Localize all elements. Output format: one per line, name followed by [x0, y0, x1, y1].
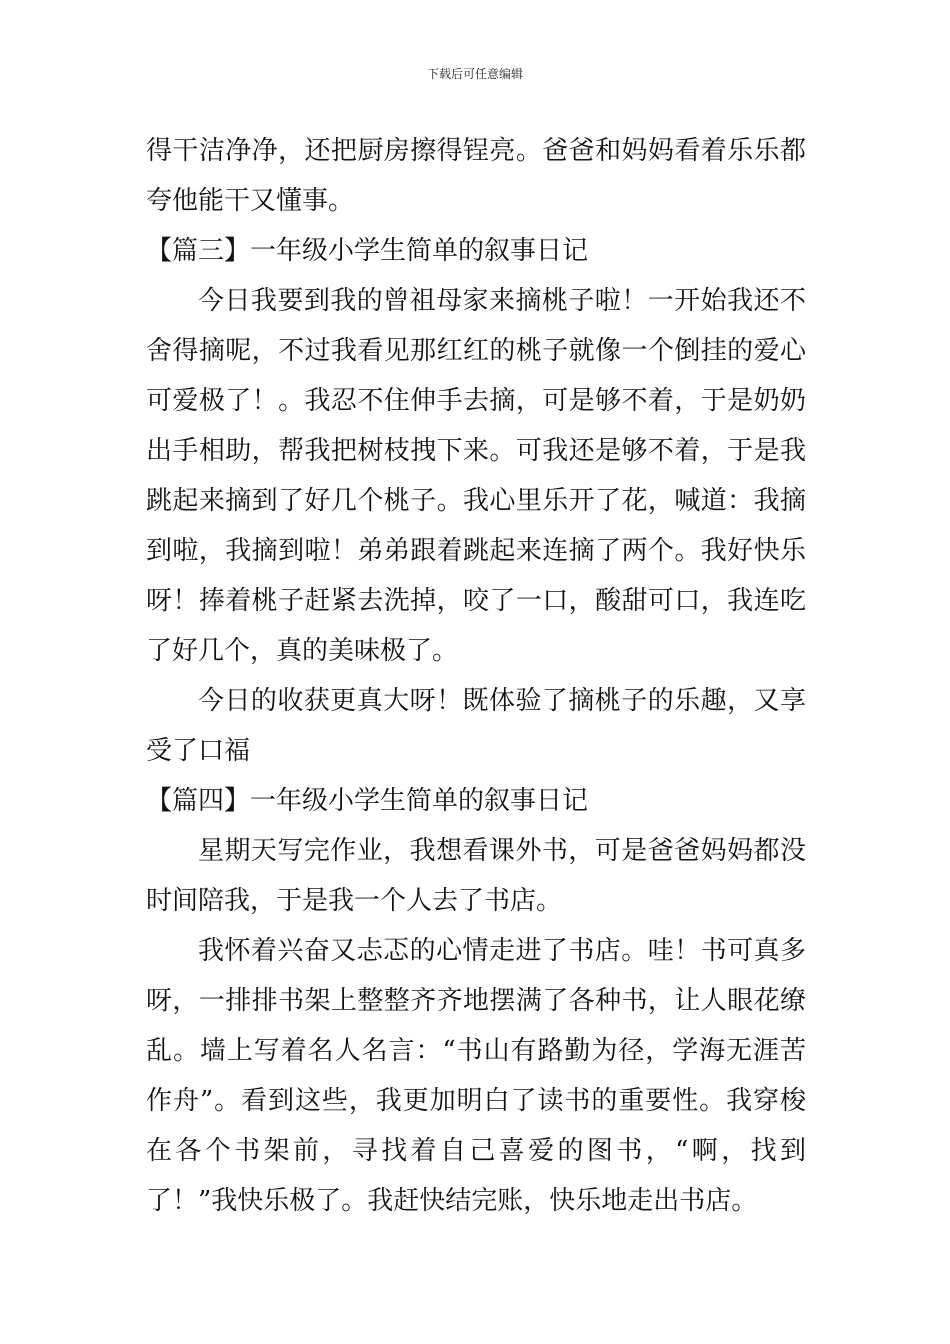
document-body [146, 126, 806, 1226]
section-heading-4: 【篇四】一年级小学生简单的叙事日记 [146, 786, 589, 816]
section-heading-3: 【篇三】一年级小学生简单的叙事日记 [146, 236, 589, 266]
paragraph-bookstore: 我怀着兴奋又忐忑的心情走进了书店。哇！书可真多呀，一排排书架上整整齐齐地摆满了各种书，让人眼花缭乱。墙上写着名人名言：“书山有路勤为径，学海无涯苦作舟”。看到这些，我更加明白了读书的重要性。我穿梭在各个书架前，寻找着自己喜爱的图书，“啊，找到了！”我快乐极了。我赶快结完账，快乐地走出书店。 [146, 936, 806, 1216]
paragraph-sunday: 星期天写完作业，我想看课外书，可是爸爸妈妈都没时间陪我，于是我一个人去了书店。 [146, 836, 806, 916]
paragraph-continuation: 得干洁净净，还把厨房擦得锃亮。爸爸和妈妈看着乐乐都夸他能干又懂事。 [146, 136, 806, 216]
paragraph-harvest: 今日的收获更真大呀！既体验了摘桃子的乐趣，又享受了口福 [146, 686, 806, 766]
paragraph-peach-picking: 今日我要到我的曾祖母家来摘桃子啦！一开始我还不舍得摘呢，不过我看见那红红的桃子就像一个倒挂的爱心可爱极了！。我忍不住伸手去摘，可是够不着，于是奶奶出手相助，帮我把树枝拽下来。可我还是够不着，于是我跳起来摘到了好几个桃子。我心里乐开了花，喊道：我摘到啦，我摘到啦！弟弟跟着跳起来连摘了两个。我好快乐呀！捧着桃子赶紧去洗掉，咬了一口，酸甜可口，我连吃了好几个，真的美味极了。 [146, 286, 806, 666]
page-header-note: 下载后可任意编辑 [426, 67, 523, 81]
